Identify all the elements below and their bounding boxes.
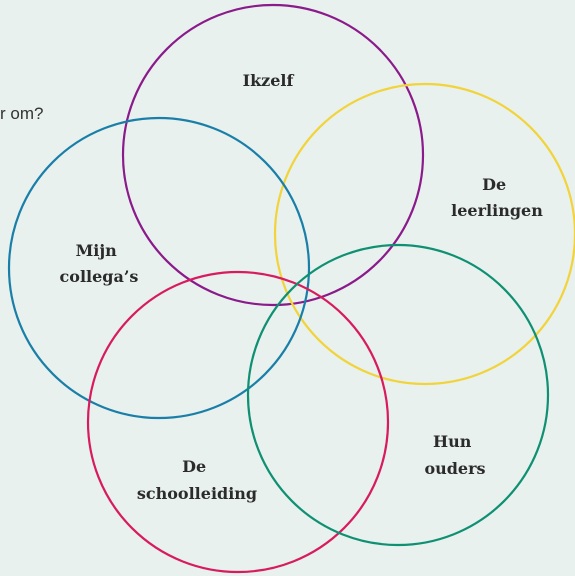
label-mijn-collegas: Mijn collega’s [59, 241, 139, 286]
label-ikzelf: Ikzelf [242, 71, 294, 90]
label-de-leerlingen: De leerlingen [451, 175, 543, 220]
circle-de-leerlingen [275, 84, 575, 384]
label-de-schoolleiding: De schoolleiding [136, 457, 258, 503]
circle-ikzelf [123, 5, 423, 305]
circle-hun-ouders [248, 245, 548, 545]
circle-de-schoolleiding [88, 272, 388, 572]
label-hun-ouders: Hun ouders [424, 432, 486, 478]
question-text: r om? [0, 104, 44, 123]
circle-mijn-collegas [9, 118, 309, 418]
